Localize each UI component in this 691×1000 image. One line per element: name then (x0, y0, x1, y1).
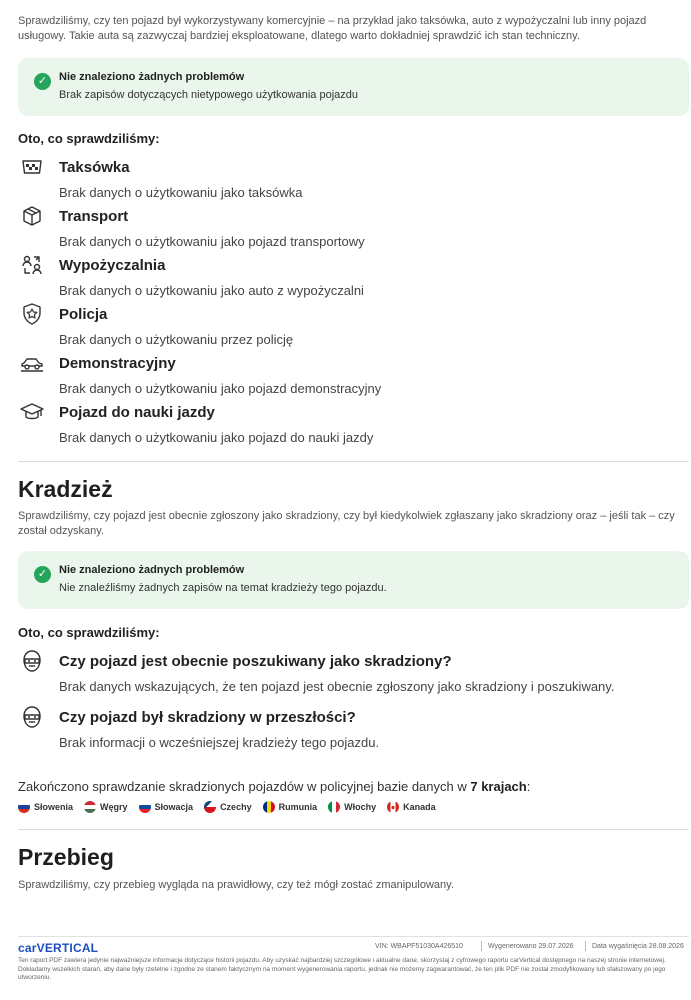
theft-description: Sprawdziliśmy, czy pojazd jest obecnie zgłoszony jako skradziony, czy był kiedykolwiek zgłaszany jako skradziony oraz – jeśli tak – czy został odzyskany. (18, 510, 675, 537)
section-divider (18, 829, 689, 830)
country-item (263, 801, 318, 813)
usage-item-title: Pojazd do nauki jazdy (59, 404, 215, 421)
graduation-cap-icon (20, 400, 44, 424)
usage-item-title: Transport (59, 208, 129, 225)
theft-item-title: Czy pojazd jest obecnie poszukiwany jako skradziony? (59, 653, 452, 670)
canada-flag-icon (387, 801, 399, 813)
italy-flag-icon (328, 801, 340, 813)
country-item (18, 801, 73, 813)
countries-count: 7 krajach (470, 779, 527, 794)
theft-item-desc: Brak informacji o wcześniejszej kradzieży tego pojazdu. (59, 735, 380, 750)
country-name: Węgry (100, 802, 128, 812)
usage-item-desc: Brak danych o użytkowaniu jako pojazd demonstracyjny (59, 381, 382, 396)
usage-status-sub: Brak zapisów dotyczących nietypowego użytkowania pojazdu (59, 89, 358, 101)
country-name: Słowenia (34, 802, 74, 812)
mileage-description: Sprawdziliśmy, czy przebieg wygląda na prawidłowy, czy też mógł zostać zmanipulowany. (18, 879, 454, 891)
theft-status-sub: Nie znaleźliśmy żadnych zapisów na temat kradzieży tego pojazdu. (59, 582, 387, 594)
romania-flag-icon (263, 801, 275, 813)
country-name: Włochy (344, 802, 377, 812)
czechia-flag-icon (204, 801, 216, 813)
usage-item-desc: Brak danych o użytkowaniu przez policję (59, 332, 294, 347)
thief-mask-icon (20, 705, 44, 729)
usage-item-title: Wypożyczalnia (59, 257, 166, 274)
usage-item-desc: Brak danych o użytkowaniu jako pojazd do nauki jazdy (59, 430, 374, 445)
slovenia-flag-icon (18, 801, 30, 813)
country-item (204, 801, 252, 813)
theft-title: Kradzież (18, 476, 113, 502)
footer-divider (18, 936, 689, 937)
usage-status-title: Nie znaleziono żadnych problemów (59, 71, 245, 83)
country-name: Czechy (220, 802, 252, 812)
rental-exchange-icon (20, 253, 44, 277)
footer-expiry-date: Data wygaśnięcia 28.08.2026 (592, 943, 684, 950)
country-item (139, 801, 194, 813)
check-icon: ✓ (34, 566, 51, 583)
box-icon (20, 204, 44, 228)
usage-checked-heading: Oto, co sprawdziliśmy: (18, 131, 160, 146)
thief-mask-icon (20, 649, 44, 673)
footer-vin: VIN: WBAPF51030A426510 (375, 943, 463, 950)
country-list (18, 800, 436, 814)
country-item (84, 801, 128, 813)
usage-status-box (18, 58, 689, 116)
country-name: Kanada (403, 802, 436, 812)
slovakia-flag-icon (139, 801, 151, 813)
usage-item-desc: Brak danych o użytkowaniu jako auto z wypożyczalni (59, 283, 364, 298)
hungary-flag-icon (84, 801, 96, 813)
theft-status-title: Nie znaleziono żadnych problemów (59, 564, 245, 576)
footer-generated-date: Wygenerowano 29.07.2026 (488, 943, 574, 950)
country-name: Słowacja (154, 802, 194, 812)
theft-item-desc: Brak danych wskazujących, że ten pojazd jest obecnie zgłoszony jako skradziony i poszukiwany. (59, 679, 615, 694)
countries-text: Zakończono sprawdzanie skradzionych pojazdów w policyjnej bazie danych w (18, 779, 471, 794)
check-icon: ✓ (34, 73, 51, 90)
footer-separator (481, 941, 482, 951)
usage-item-desc: Brak danych o użytkowaniu jako pojazd transportowy (59, 234, 365, 249)
country-name: Rumunia (278, 802, 318, 812)
usage-item-desc: Brak danych o użytkowaniu jako taksówka (59, 185, 303, 200)
section-divider (18, 461, 689, 462)
theft-item-title: Czy pojazd był skradziony w przeszłości? (59, 709, 356, 726)
police-badge-icon (20, 302, 44, 326)
footer-separator (585, 941, 586, 951)
usage-item-title: Policja (59, 306, 108, 323)
usage-item-title: Demonstracyjny (59, 355, 176, 372)
countries-summary (18, 779, 530, 794)
country-item (328, 801, 376, 813)
mileage-title: Przebieg (18, 844, 114, 870)
footer-disclaimer: Ten raport PDF zawiera jedynie najważniejsze informacje dotyczące historii pojazdu. Aby uzyskać najbardziej szczegółowe i aktualne dane, skorzystaj z cyfrowego raportu carVertical dostępnego na naszej stronie internetowej. Dokładamy wszelkich starań, aby dane były rzetelne i zgodne ze stanem faktycznym na moment wygenerowania raportu, jednak nie możemy zagwarantować, że ten plik PDF nie został zmodyfikowany lub sfałszowany po jego utworzeniu. (18, 957, 666, 981)
usage-intro: Sprawdziliśmy, czy ten pojazd był wykorzystywany komercyjnie – na przykład jako taksówka, auto z wypożyczalni lub inny pojazd usługowy. Takie auta są zazwyczaj bardziej eksploatowane, dlatego warto dokładniej sprawdzić ich stan techniczny. (18, 15, 647, 42)
carvertical-logo: carVERTICAL (18, 941, 99, 955)
country-item (387, 801, 436, 813)
usage-item-title: Taksówka (59, 159, 130, 176)
countries-suffix: : (526, 779, 531, 794)
car-icon (20, 351, 44, 375)
taxi-icon (20, 155, 44, 179)
theft-checked-heading: Oto, co sprawdziliśmy: (18, 625, 160, 640)
theft-status-box (18, 551, 689, 609)
